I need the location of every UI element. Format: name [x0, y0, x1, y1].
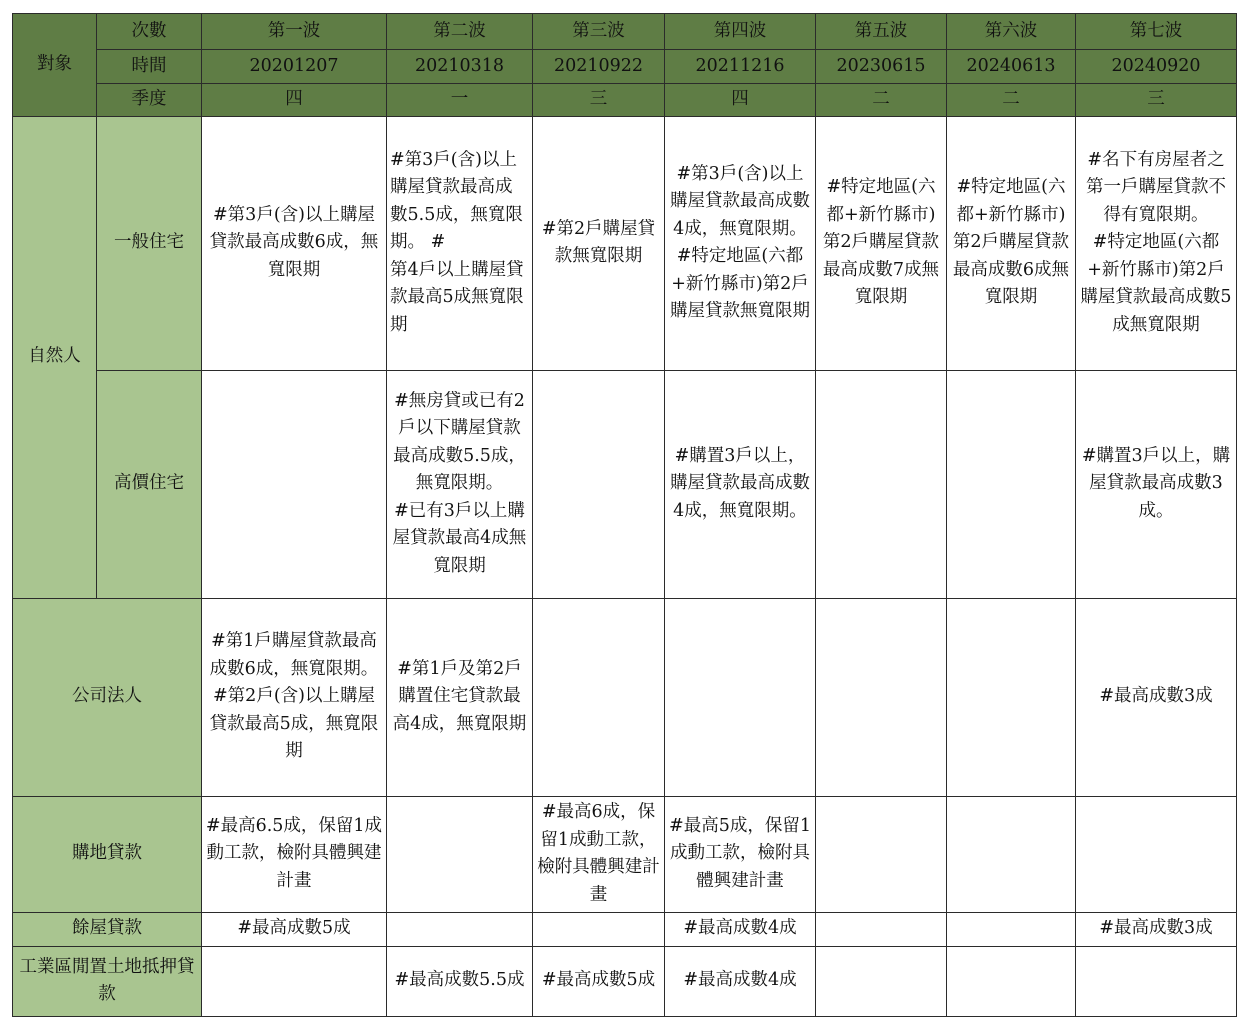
wave-quarter-6: [947, 84, 1076, 117]
cell-general-housing-wave-4-text: #第3戶(含)以上購屋貸款最高成數4成，無寬限期。 #特定地區(六都+新竹縣市)第2戶購屋貸款無寬限期: [670, 163, 810, 321]
cell-corporate-wave-2: [387, 598, 533, 796]
table-row: [13, 912, 1237, 946]
cell-industrial-land-wave-5: [816, 946, 947, 1016]
cell-industrial-land-wave-7: [1076, 946, 1237, 1016]
wave-quarter-1: [202, 84, 387, 117]
wave-quarter-3-text: 三: [589, 89, 608, 109]
wave-date-5: [816, 50, 947, 84]
wave-date-4-text: 20211216: [695, 55, 785, 76]
table-row: [13, 598, 1237, 796]
cell-remaining-housing-wave-4-text: #最高成數4成: [683, 918, 797, 939]
group-luxury-housing: [97, 370, 202, 598]
header-row-label: [97, 84, 202, 117]
wave-date-2: [387, 50, 533, 84]
wave-date-2-text: 20210318: [414, 55, 505, 76]
cell-land-loan-wave-5: [816, 796, 947, 912]
cell-remaining-housing-wave-7: [1076, 912, 1237, 946]
group-natural-person-text: 自然人: [28, 346, 81, 367]
table-row: [13, 946, 1237, 1016]
cell-luxury-housing-wave-4: [665, 370, 816, 598]
cell-land-loan-wave-2: [387, 796, 533, 912]
wave-name-1: [202, 14, 387, 50]
cell-corporate-wave-2-text: #第1戶及第2戶購置住宅貸款最高4成，無寬限期: [392, 658, 527, 734]
cell-general-housing-wave-6-text: #特定地區(六都+新竹縣市)第2戶購屋貸款最高成數6成無寬限期: [952, 177, 1070, 308]
group-luxury-housing-text: 高價住宅: [114, 473, 184, 494]
wave-date-7-text: 20240920: [1111, 55, 1201, 76]
cell-luxury-housing-wave-3: [533, 370, 665, 598]
wave-date-5-text: 20230615: [836, 55, 926, 76]
cell-luxury-housing-wave-1: [202, 370, 387, 598]
cell-industrial-land-wave-6: [947, 946, 1076, 1016]
table-row: [13, 370, 1237, 598]
group-land-loan: [13, 796, 202, 912]
wave-quarter-5-text: 二: [872, 89, 890, 109]
wave-quarter-7-text: 三: [1147, 89, 1165, 109]
policy-table: [12, 13, 1237, 1017]
cell-general-housing-wave-3-text: #第2戶購屋貸款無寬限期: [541, 218, 656, 266]
target-header-text: 對象: [37, 54, 72, 74]
header-row-label: [97, 14, 202, 50]
group-industrial-land: [13, 946, 202, 1016]
wave-name-4-text: 第四波: [713, 20, 767, 41]
wave-quarter-4: [665, 84, 816, 117]
cell-general-housing-wave-6: [947, 116, 1076, 370]
cell-general-housing-wave-5-text: #特定地區(六都+新竹縣市)第2戶購屋貸款最高成數7成無寬限期: [822, 177, 940, 308]
cell-remaining-housing-wave-2: [387, 912, 533, 946]
cell-land-loan-wave-6: [947, 796, 1076, 912]
cell-industrial-land-wave-3: [533, 946, 665, 1016]
cell-remaining-housing-wave-1: [202, 912, 387, 946]
cell-general-housing-wave-7: [1076, 116, 1237, 370]
wave-name-5: [816, 14, 947, 50]
wave-name-3-text: 第三波: [572, 20, 625, 41]
cell-corporate-wave-1: [202, 598, 387, 796]
cell-industrial-land-wave-4-text: #最高成數4成: [683, 970, 797, 991]
cell-land-loan-wave-4: [665, 796, 816, 912]
cell-luxury-housing-wave-2-text: #無房貸或已有2戶以下購屋貸款最高成數5.5成，無寬限期。 #已有3戶以上購屋貸款最高4成無寬限期: [392, 390, 527, 576]
table-row: [13, 14, 1237, 50]
wave-date-1: [202, 50, 387, 84]
cell-general-housing-wave-7-text: #名下有房屋者之第一戶購屋貸款不得有寬限期。 #特定地區(六都+新竹縣市)第2戶購屋貸款最高成數5成無寬限期: [1080, 149, 1232, 335]
cell-land-loan-wave-3: [533, 796, 665, 912]
cell-industrial-land-wave-1: [202, 946, 387, 1016]
header-row-label-text: 次數: [131, 20, 167, 41]
cell-corporate-wave-7-text: #最高成數3成: [1099, 686, 1213, 707]
wave-date-7: [1076, 50, 1237, 84]
cell-remaining-housing-wave-3: [533, 912, 665, 946]
wave-name-5-text: 第五波: [854, 20, 908, 41]
wave-name-2-text: 第二波: [433, 20, 486, 41]
cell-remaining-housing-wave-4: [665, 912, 816, 946]
wave-date-6: [947, 50, 1076, 84]
wave-quarter-4-text: 四: [731, 89, 749, 109]
wave-name-6-text: 第六波: [984, 20, 1038, 41]
header-row-label-text: 季度: [131, 89, 167, 109]
cell-remaining-housing-wave-6: [947, 912, 1076, 946]
cell-corporate-wave-7: [1076, 598, 1237, 796]
cell-land-loan-wave-4-text: #最高5成，保留1成動工款，檢附具體興建計畫: [669, 815, 811, 891]
group-remaining-housing-text: 餘屋貸款: [72, 918, 142, 939]
wave-name-1-text: 第一波: [267, 20, 321, 41]
cell-industrial-land-wave-2-text: #最高成數5.5成: [394, 970, 525, 991]
wave-date-4: [665, 50, 816, 84]
group-general-housing-text: 一般住宅: [114, 232, 184, 253]
group-industrial-land-text: 工業區閒置土地抵押貸款: [19, 956, 195, 1004]
cell-land-loan-wave-1: [202, 796, 387, 912]
cell-industrial-land-wave-3-text: #最高成數5成: [541, 970, 656, 991]
wave-name-3: [533, 14, 665, 50]
cell-remaining-housing-wave-1-text: #最高成數5成: [237, 918, 351, 939]
header-row-label-text: 時間: [131, 55, 167, 76]
cell-land-loan-wave-7: [1076, 796, 1237, 912]
cell-land-loan-wave-1-text: #最高6.5成，保留1成動工款，檢附具體興建計畫: [205, 815, 383, 891]
cell-general-housing-wave-5: [816, 116, 947, 370]
cell-general-housing-wave-4: [665, 116, 816, 370]
cell-luxury-housing-wave-5: [816, 370, 947, 598]
group-general-housing: [97, 116, 202, 370]
header-row-label: [97, 50, 202, 84]
cell-luxury-housing-wave-6: [947, 370, 1076, 598]
wave-quarter-1-text: 四: [285, 89, 303, 109]
wave-date-3-text: 20210922: [553, 55, 644, 76]
cell-corporate-wave-1-text: #第1戶購屋貸款最高成數6成，無寬限期。 #第2戶(含)以上購屋貸款最高5成，無寬限期: [209, 631, 379, 762]
wave-quarter-5: [816, 84, 947, 117]
group-remaining-housing: [13, 912, 202, 946]
target-header: [13, 14, 97, 117]
cell-remaining-housing-wave-5: [816, 912, 947, 946]
cell-luxury-housing-wave-4-text: #購置3戶以上，購屋貸款最高成數4成，無寬限期。: [670, 445, 810, 521]
wave-date-1-text: 20201207: [249, 55, 339, 76]
cell-corporate-wave-3: [533, 598, 665, 796]
cell-corporate-wave-5: [816, 598, 947, 796]
table-row: [13, 116, 1237, 370]
cell-land-loan-wave-3-text: #最高6成，保留1成動工款，檢附具體興建計畫: [537, 802, 660, 905]
group-natural-person: [13, 116, 97, 598]
table-row: [13, 84, 1237, 117]
cell-general-housing-wave-3: [533, 116, 665, 370]
cell-luxury-housing-wave-2: [387, 370, 533, 598]
wave-name-7: [1076, 14, 1237, 50]
wave-quarter-2-text: 一: [450, 89, 469, 109]
group-land-loan-text: 購地貸款: [72, 843, 142, 864]
wave-date-3: [533, 50, 665, 84]
cell-corporate-wave-4: [665, 598, 816, 796]
cell-general-housing-wave-2-text: #第3戶(含)以上購屋貸款最高成數5.5成，無寬限 期。 # 第4戶以上購屋貸款最高5成無寬限期: [390, 149, 524, 335]
table-row: [13, 50, 1237, 84]
cell-general-housing-wave-1: [202, 116, 387, 370]
table-row: [13, 796, 1237, 912]
cell-corporate-wave-6: [947, 598, 1076, 796]
wave-quarter-2: [387, 84, 533, 117]
wave-date-6-text: 20240613: [966, 55, 1056, 76]
wave-name-4: [665, 14, 816, 50]
group-corporate-text: 公司法人: [72, 686, 142, 707]
cell-industrial-land-wave-2: [387, 946, 533, 1016]
cell-general-housing-wave-1-text: #第3戶(含)以上購屋貸款最高成數6成，無寬限期: [209, 204, 379, 280]
group-corporate: [13, 598, 202, 796]
wave-quarter-7: [1076, 84, 1237, 117]
cell-remaining-housing-wave-7-text: #最高成數3成: [1099, 918, 1213, 939]
cell-luxury-housing-wave-7-text: #購置3戶以上，購屋貸款最高成數3成。: [1081, 445, 1231, 521]
wave-quarter-6-text: 二: [1002, 89, 1020, 109]
cell-industrial-land-wave-4: [665, 946, 816, 1016]
wave-quarter-3: [533, 84, 665, 117]
cell-general-housing-wave-2: [387, 116, 533, 370]
wave-name-7-text: 第七波: [1129, 20, 1183, 41]
wave-name-6: [947, 14, 1076, 50]
cell-luxury-housing-wave-7: [1076, 370, 1237, 598]
wave-name-2: [387, 14, 533, 50]
